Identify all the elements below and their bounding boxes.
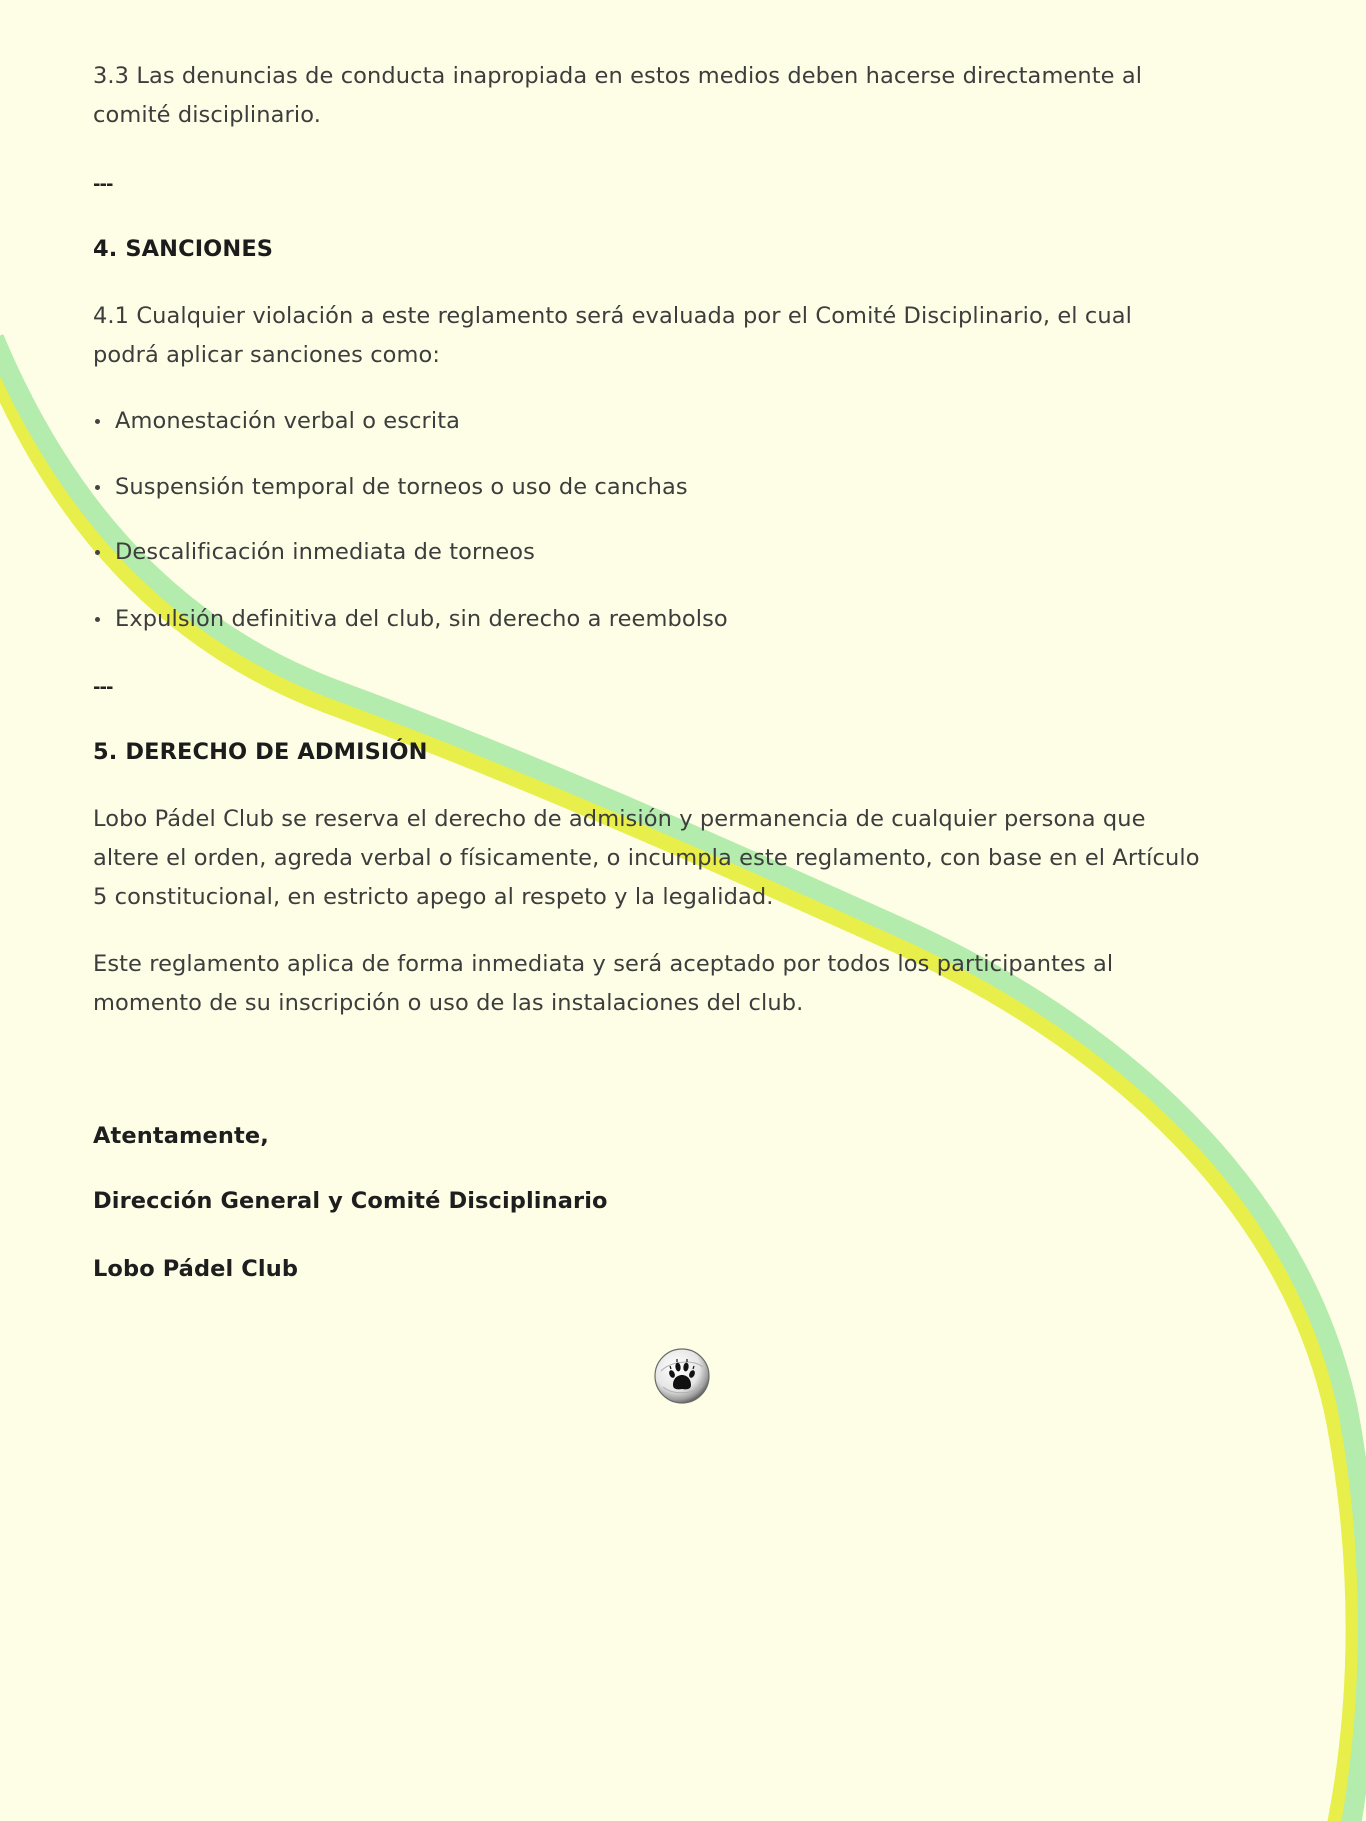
sanction-list-item: [93, 402, 460, 441]
paragraph-5-line1: Lobo Pádel Club se reserva el derecho de admisión y permanencia de cualquier persona que: [93, 806, 1146, 832]
bullet-icon: [95, 419, 100, 424]
paragraph-5b-line2: momento de su inscripción o uso de las instalaciones del club.: [93, 990, 804, 1016]
sanction-list-item: [93, 600, 728, 639]
paragraph-5b-line1: Este reglamento aplica de forma inmediata y será aceptado por todos los participantes al: [93, 951, 1114, 977]
paragraph-3-3-line1: 3.3 Las denuncias de conducta inapropiada en estos medios deben hacerse directamente al: [93, 63, 1143, 89]
bullet-icon: [95, 550, 100, 555]
wolf-paw-icon: [653, 1347, 711, 1405]
bullet-icon: [95, 617, 100, 622]
paragraph-4-1-line1: 4.1 Cualquier violación a este reglamento será evaluada por el Comité Disciplinario, el cual: [93, 303, 1132, 329]
section-5-heading: 5. DERECHO DE ADMISIÓN: [93, 739, 428, 765]
sanction-text: Descalificación inmediata de torneos: [115, 539, 535, 565]
sanction-list-item: [93, 468, 688, 507]
section-separator: ---: [93, 677, 113, 698]
paragraph-3-3-line2: comité disciplinario.: [93, 102, 321, 128]
signature-department: Dirección General y Comité Disciplinario: [93, 1188, 608, 1214]
paragraph-5-line2: altere el orden, agreda verbal o físicamente, o incumpla este reglamento, con base en el Artículo: [93, 845, 1200, 871]
bullet-icon: [95, 485, 100, 490]
sanction-text: Suspensión temporal de torneos o uso de canchas: [115, 474, 688, 500]
sanction-text: Amonestación verbal o escrita: [115, 408, 461, 434]
sanction-text: Expulsión definitiva del club, sin derecho a reembolso: [115, 606, 728, 632]
signature-club-name: Lobo Pádel Club: [93, 1256, 299, 1282]
section-separator: ---: [93, 174, 113, 195]
paragraph-5-line3: 5 constitucional, en estricto apego al respeto y la legalidad.: [93, 884, 774, 910]
paragraph-4-1-line2: podrá aplicar sanciones como:: [93, 342, 441, 368]
sanction-list-item: [93, 533, 535, 572]
section-4-heading: 4. SANCIONES: [93, 236, 274, 262]
signature-closing: Atentamente,: [93, 1123, 269, 1149]
